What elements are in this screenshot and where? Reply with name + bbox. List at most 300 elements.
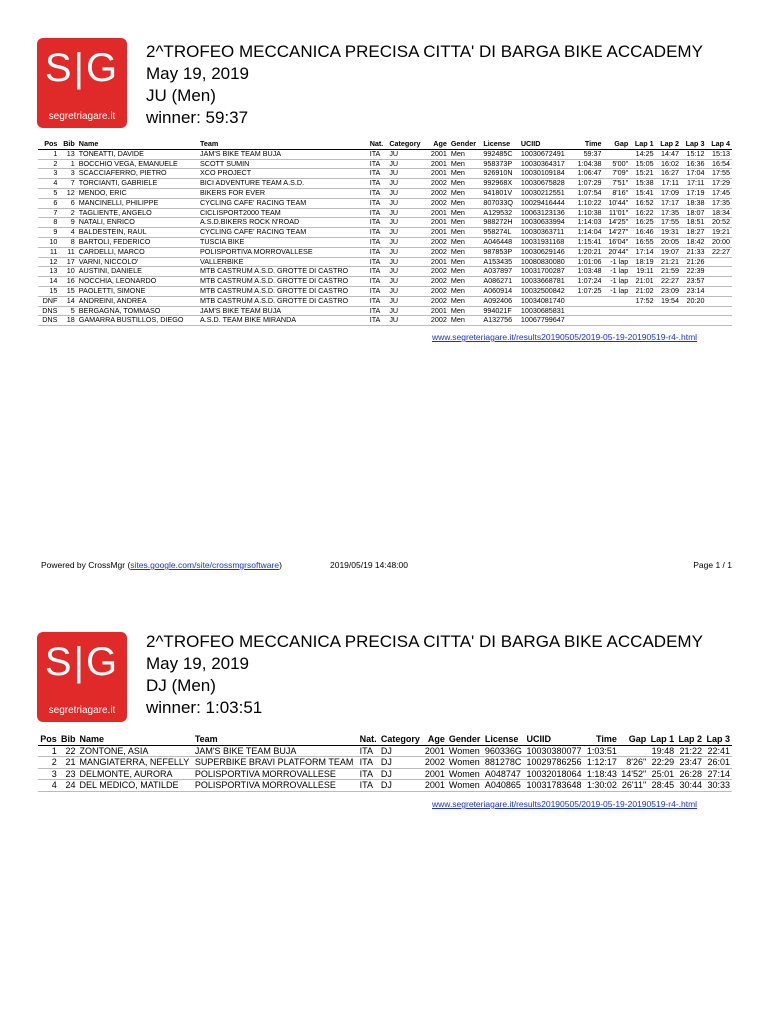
table-cell: 21:21 (656, 257, 681, 267)
table-cell: DEL MEDICO, MATILDE (78, 780, 193, 792)
logo-site: segretriagare.it (48, 705, 116, 716)
table-cell: 2 (38, 159, 59, 169)
table-cell: 1:18:43 (584, 768, 619, 780)
table-cell: 1:10:38 (572, 208, 603, 218)
table-cell: 11 (38, 247, 59, 257)
table-cell: 19:48 (648, 745, 676, 757)
table-cell: ITA (358, 745, 379, 757)
table-cell: 1:06:47 (572, 169, 603, 179)
table-cell: 10030685831 (519, 306, 573, 316)
table-cell: 2002 (427, 188, 449, 198)
table-cell: 28:45 (648, 780, 676, 792)
footer-close-paren: ) (279, 560, 282, 570)
table-cell: -1 lap (604, 277, 631, 287)
table-cell: 30:33 (704, 780, 732, 792)
table-cell: POLISPORTIVA MORROVALLESE (193, 768, 358, 780)
table-cell: 21:02 (630, 286, 655, 296)
table-cell: 807033Q (481, 198, 518, 208)
column-header: Gap (619, 734, 648, 745)
table-cell: A086271 (481, 277, 518, 287)
table-cell: DJ (379, 768, 423, 780)
table-cell: DNS (38, 306, 59, 316)
table-cell: 2001 (427, 149, 449, 159)
table-cell: ITA (368, 306, 388, 316)
table-cell: 7 (59, 179, 76, 189)
footer-powered (41, 560, 282, 570)
table-cell: 18:34 (706, 208, 732, 218)
table-cell: 10030629146 (519, 247, 573, 257)
footer-timestamp: 2019/05/19 14:48:00 (330, 560, 408, 570)
table-cell: ITA (368, 277, 388, 287)
table-cell: 992485C (481, 149, 518, 159)
table-cell (604, 296, 631, 306)
table-cell: 22:39 (681, 267, 706, 277)
table-cell: 4 (38, 179, 59, 189)
table-cell: 1:07:25 (572, 286, 603, 296)
table-cell: 10031700287 (519, 267, 573, 277)
table-cell: 10080830080 (519, 257, 573, 267)
column-header: Lap 2 (676, 734, 704, 745)
table-cell: 13 (38, 267, 59, 277)
table-cell: 21:26 (681, 257, 706, 267)
table-cell: 16:46 (630, 228, 655, 238)
table-row (38, 277, 732, 287)
table-cell: 22:41 (704, 745, 732, 757)
race-title: 2^TROFEO MECCANICA PRECISA CITTA' DI BARGA BIKE ACCADEMY (146, 632, 703, 651)
race-title: 2^TROFEO MECCANICA PRECISA CITTA' DI BARGA BIKE ACCADEMY (146, 42, 703, 61)
table-cell: 17:52 (630, 296, 655, 306)
table-cell: 14 (59, 296, 76, 306)
table-cell: 20:00 (706, 237, 732, 247)
table-cell: 12 (59, 188, 76, 198)
column-header: Category (387, 140, 426, 149)
table-cell: 15 (38, 286, 59, 296)
table-cell: 8 (38, 218, 59, 228)
table-cell: 23:09 (656, 286, 681, 296)
table-cell: 10 (38, 237, 59, 247)
table-cell: PAOLETTI, SIMONE (77, 286, 198, 296)
column-header: Name (78, 734, 193, 745)
results-link-ju[interactable]: www.segreteriagare.it/results20190505/2019-05-19-20190519-r4-.html (432, 332, 698, 342)
column-header: Bib (59, 734, 78, 745)
table-row (38, 247, 732, 257)
table-cell: 17:09 (656, 188, 681, 198)
table-cell: 17:11 (656, 179, 681, 189)
table-cell: 15 (59, 286, 76, 296)
table-cell (604, 316, 631, 326)
table-cell: 1:07:24 (572, 277, 603, 287)
table-cell: 23:57 (681, 277, 706, 287)
table-cell: ITA (368, 179, 388, 189)
table-cell: 21:22 (676, 745, 704, 757)
table-cell: A048747 (483, 768, 525, 780)
table-cell: DNS (38, 316, 59, 326)
table-cell: 958373P (481, 159, 518, 169)
table-cell (706, 296, 732, 306)
table-cell: TORCIANTI, GABRIELE (77, 179, 198, 189)
column-header: Pos (38, 140, 59, 149)
table-cell: 19:07 (656, 247, 681, 257)
table-cell: NATALI, ENRICO (77, 218, 198, 228)
table-cell: 18:27 (681, 228, 706, 238)
table-cell: CICLISPORT2000 TEAM (198, 208, 368, 218)
table-cell: 16:52 (630, 198, 655, 208)
race-date: May 19, 2019 (146, 654, 250, 673)
table-cell: Men (449, 316, 482, 326)
table-cell: JU (387, 267, 426, 277)
table-cell: BICI ADVENTURE TEAM A.S.D. (198, 179, 368, 189)
table-cell: 1:10:22 (572, 198, 603, 208)
table-cell (656, 306, 681, 316)
table-cell: 18:42 (681, 237, 706, 247)
table-cell: 21:33 (681, 247, 706, 257)
table-cell: 958274L (481, 228, 518, 238)
table-cell: Men (449, 208, 482, 218)
table-cell: SUPERBIKE BRAVI PLATFORM TEAM (193, 757, 358, 769)
table-cell: SCOTT SUMIN (198, 159, 368, 169)
column-header: Lap 4 (706, 140, 732, 149)
results-table-dj (38, 734, 732, 792)
table-cell: 15:13 (706, 149, 732, 159)
table-cell: 14:25 (630, 149, 655, 159)
table-cell: 14'27" (604, 228, 631, 238)
table-cell: TUSCIA BIKE (198, 237, 368, 247)
table-cell: ITA (368, 286, 388, 296)
table-cell: 1:14:04 (572, 228, 603, 238)
table-cell (706, 257, 732, 267)
crossmgr-link[interactable]: sites.google.com/site/crossmgrsoftware (130, 560, 280, 570)
table-cell (630, 316, 655, 326)
table-cell: 4 (59, 228, 76, 238)
table-cell: 17:17 (656, 198, 681, 208)
table-cell: JAM'S BIKE TEAM BUJA (193, 745, 358, 757)
table-cell: 2001 (427, 169, 449, 179)
table-cell: ITA (368, 169, 388, 179)
table-cell: 1:12:17 (584, 757, 619, 769)
table-cell: DNF (38, 296, 59, 306)
table-cell: JU (387, 228, 426, 238)
table-cell: ITA (358, 757, 379, 769)
table-cell: 16:54 (706, 159, 732, 169)
table-cell: 16:02 (656, 159, 681, 169)
table-cell: CYCLING CAFE' RACING TEAM (198, 198, 368, 208)
table-cell: JU (387, 306, 426, 316)
table-cell: Women (447, 780, 483, 792)
table-cell: VARNI, NICCOLO' (77, 257, 198, 267)
table-cell: 19:21 (706, 228, 732, 238)
table-cell (604, 149, 631, 159)
table-cell: 2002 (427, 286, 449, 296)
table-cell: 7 (38, 208, 59, 218)
table-cell: Men (449, 286, 482, 296)
table-header-row (38, 140, 732, 149)
table-cell: 4 (38, 780, 59, 792)
column-header: Nat. (368, 140, 388, 149)
table-cell: JU (387, 188, 426, 198)
table-cell: 1 (38, 149, 59, 159)
table-cell: 10067799647 (519, 316, 573, 326)
table-cell (706, 277, 732, 287)
table-cell: Men (449, 296, 482, 306)
table-cell: Women (447, 757, 483, 769)
table-cell: DJ (379, 745, 423, 757)
column-header: Name (77, 140, 198, 149)
table-cell: A129532 (481, 208, 518, 218)
table-cell: 15:05 (630, 159, 655, 169)
table-cell: A153435 (481, 257, 518, 267)
column-header: Category (379, 734, 423, 745)
table-cell: 1:07:54 (572, 188, 603, 198)
table-cell: 17:14 (630, 247, 655, 257)
table-cell: 10033668781 (519, 277, 573, 287)
table-cell: 14'25" (604, 218, 631, 228)
table-cell: 10030672491 (519, 149, 573, 159)
table-cell: 2001 (427, 159, 449, 169)
table-cell: 17:45 (706, 188, 732, 198)
table-cell: 12 (38, 257, 59, 267)
table-cell (706, 316, 732, 326)
table-cell: 18 (59, 316, 76, 326)
table-cell: 23 (59, 768, 78, 780)
table-cell: Men (449, 169, 482, 179)
table-row (38, 780, 732, 792)
table-cell: 2002 (427, 267, 449, 277)
table-cell: MANCINELLI, PHILIPPE (77, 198, 198, 208)
table-cell: JU (387, 208, 426, 218)
table-cell: JU (387, 198, 426, 208)
table-cell: 17:55 (656, 218, 681, 228)
footer-page-number: Page 1 / 1 (693, 560, 732, 570)
column-header: Nat. (358, 734, 379, 745)
table-cell: 17:35 (656, 208, 681, 218)
table-cell: 10063123136 (519, 208, 573, 218)
table-cell: ITA (368, 316, 388, 326)
table-cell: Men (449, 306, 482, 316)
column-header: UCIID (519, 140, 573, 149)
table-cell: Men (449, 257, 482, 267)
table-cell: 23:47 (676, 757, 704, 769)
table-cell: 21 (59, 757, 78, 769)
table-cell: 15:21 (630, 169, 655, 179)
table-cell: 3 (38, 768, 59, 780)
table-cell: 2001 (427, 306, 449, 316)
table-cell: MANGIATERRA, NEFELLY (78, 757, 193, 769)
table-cell: JU (387, 149, 426, 159)
table-cell: JU (387, 257, 426, 267)
table-cell: BARTOLI, FEDERICO (77, 237, 198, 247)
column-header: License (483, 734, 525, 745)
table-cell: SCACCIAFERRO, PIETRO (77, 169, 198, 179)
column-header: Gender (449, 140, 482, 149)
table-cell: VALLERBIKE (198, 257, 368, 267)
table-cell (706, 267, 732, 277)
table-cell: 11 (59, 247, 76, 257)
table-cell: ITA (368, 188, 388, 198)
table-cell: 10030363711 (519, 228, 573, 238)
table-cell (630, 306, 655, 316)
table-cell: 14'52" (619, 768, 648, 780)
table-cell: 16:55 (630, 237, 655, 247)
table-cell (604, 306, 631, 316)
table-cell: 17:19 (681, 188, 706, 198)
table-cell: GAMARRA BUSTILLOS, DIEGO (77, 316, 198, 326)
table-cell: 20:52 (706, 218, 732, 228)
table-cell: 1 (38, 745, 59, 757)
table-cell: 17:04 (681, 169, 706, 179)
table-cell: 17:35 (706, 198, 732, 208)
column-header: Time (584, 734, 619, 745)
table-row (38, 149, 732, 159)
table-cell: 15:12 (681, 149, 706, 159)
race-header-ju (146, 41, 703, 129)
table-row (38, 228, 732, 238)
table-cell: ITA (358, 768, 379, 780)
table-cell: JAM'S BIKE TEAM BUJA (198, 306, 368, 316)
column-header: License (481, 140, 518, 149)
table-cell: Men (449, 237, 482, 247)
table-cell: MTB CASTRUM A.S.D. GROTTE DI CASTRO (198, 286, 368, 296)
table-cell: Men (449, 149, 482, 159)
table-cell: Men (449, 159, 482, 169)
table-cell: 8 (59, 237, 76, 247)
table-cell: 26:01 (704, 757, 732, 769)
logo-letters: S|G (44, 46, 120, 90)
table-cell: ITA (368, 247, 388, 257)
table-cell: 2001 (423, 768, 447, 780)
table-cell: 10032018064 (525, 768, 585, 780)
table-cell: MENDO, ERIC (77, 188, 198, 198)
table-cell: JU (387, 296, 426, 306)
table-cell: 10034081740 (519, 296, 573, 306)
column-header: Age (423, 734, 447, 745)
table-cell: 10029416444 (519, 198, 573, 208)
table-cell: 26'11" (619, 780, 648, 792)
table-cell: JU (387, 247, 426, 257)
results-link-dj[interactable]: www.segreteriagare.it/results20190505/2019-05-19-20190519-r4-.html (432, 799, 698, 809)
table-cell: 19:31 (656, 228, 681, 238)
table-cell: A046448 (481, 237, 518, 247)
table-cell: 17:11 (681, 179, 706, 189)
results-table-ju (38, 140, 732, 326)
table-cell: 2001 (427, 208, 449, 218)
table-cell: 30:44 (676, 780, 704, 792)
table-cell: 2001 (423, 745, 447, 757)
table-cell: 23:14 (681, 286, 706, 296)
table-cell: NOCCHIA, LEONARDO (77, 277, 198, 287)
table-cell: Women (447, 745, 483, 757)
table-cell (681, 306, 706, 316)
table-row (38, 316, 732, 326)
table-row (38, 745, 732, 757)
table-header-row (38, 734, 732, 745)
table-cell: Men (449, 198, 482, 208)
table-cell: Men (449, 277, 482, 287)
table-cell (706, 306, 732, 316)
table-row (38, 757, 732, 769)
table-cell: 16 (59, 277, 76, 287)
table-cell: 22:29 (648, 757, 676, 769)
race-date: May 19, 2019 (146, 64, 250, 83)
table-cell: 10'44" (604, 198, 631, 208)
table-cell: 21:59 (656, 267, 681, 277)
table-cell: ANDREINI, ANDREA (77, 296, 198, 306)
table-cell: 10030212551 (519, 188, 573, 198)
table-cell: 2 (38, 757, 59, 769)
table-cell: 15:41 (630, 188, 655, 198)
table-cell: 1:14:03 (572, 218, 603, 228)
table-cell: JU (387, 286, 426, 296)
race-winner: winner: 59:37 (146, 108, 249, 127)
table-cell: ITA (368, 208, 388, 218)
race-header-dj (146, 631, 703, 719)
table-cell: 14 (38, 277, 59, 287)
column-header: Gender (447, 734, 483, 745)
table-cell: 2001 (423, 780, 447, 792)
table-cell: 17:29 (706, 179, 732, 189)
table-cell: 2 (59, 208, 76, 218)
table-cell: ITA (368, 198, 388, 208)
table-cell: 994021F (481, 306, 518, 316)
table-row (38, 296, 732, 306)
table-cell: 11'01" (604, 208, 631, 218)
table-cell: 960336G (483, 745, 525, 757)
table-cell: ITA (368, 257, 388, 267)
table-cell: 2002 (427, 316, 449, 326)
column-header: Team (198, 140, 368, 149)
table-cell: 27:14 (704, 768, 732, 780)
table-cell: ITA (368, 218, 388, 228)
table-cell: 9 (59, 218, 76, 228)
table-row (38, 188, 732, 198)
table-cell: POLISPORTIVA MORROVALLESE (193, 780, 358, 792)
column-header: Age (427, 140, 449, 149)
table-cell: 10030364317 (519, 159, 573, 169)
table-cell: 15:38 (630, 179, 655, 189)
race-category: JU (Men) (146, 86, 216, 105)
table-cell: Men (449, 218, 482, 228)
table-cell: 10029786256 (525, 757, 585, 769)
table-cell: ITA (368, 237, 388, 247)
table-cell: 22:27 (706, 247, 732, 257)
table-cell: 16:36 (681, 159, 706, 169)
table-cell: 10030633994 (519, 218, 573, 228)
table-cell: 10031931168 (519, 237, 573, 247)
table-cell: 2002 (427, 247, 449, 257)
column-header: Lap 1 (630, 140, 655, 149)
table-cell: A.S.D.BIKERS ROCK N'ROAD (198, 218, 368, 228)
table-row (38, 768, 732, 780)
table-cell: 10030109184 (519, 169, 573, 179)
table-cell: 1:03:51 (584, 745, 619, 757)
table-cell: 2002 (427, 296, 449, 306)
table-cell: -1 lap (604, 267, 631, 277)
table-cell (572, 296, 603, 306)
table-cell: JU (387, 179, 426, 189)
table-cell: MTB CASTRUM A.S.D. GROTTE DI CASTRO (198, 267, 368, 277)
table-cell: 926910N (481, 169, 518, 179)
table-cell: A092406 (481, 296, 518, 306)
table-cell: 7'09" (604, 169, 631, 179)
table-cell: AUSTINI, DANIELE (77, 267, 198, 277)
table-cell: A.S.D. TEAM BIKE MIRANDA (198, 316, 368, 326)
table-cell: 18:19 (630, 257, 655, 267)
table-cell: 5'00" (604, 159, 631, 169)
table-cell: 881278C (483, 757, 525, 769)
table-cell: 3 (38, 169, 59, 179)
table-cell: 987853P (481, 247, 518, 257)
table-cell: 17 (59, 257, 76, 267)
table-cell: JU (387, 277, 426, 287)
